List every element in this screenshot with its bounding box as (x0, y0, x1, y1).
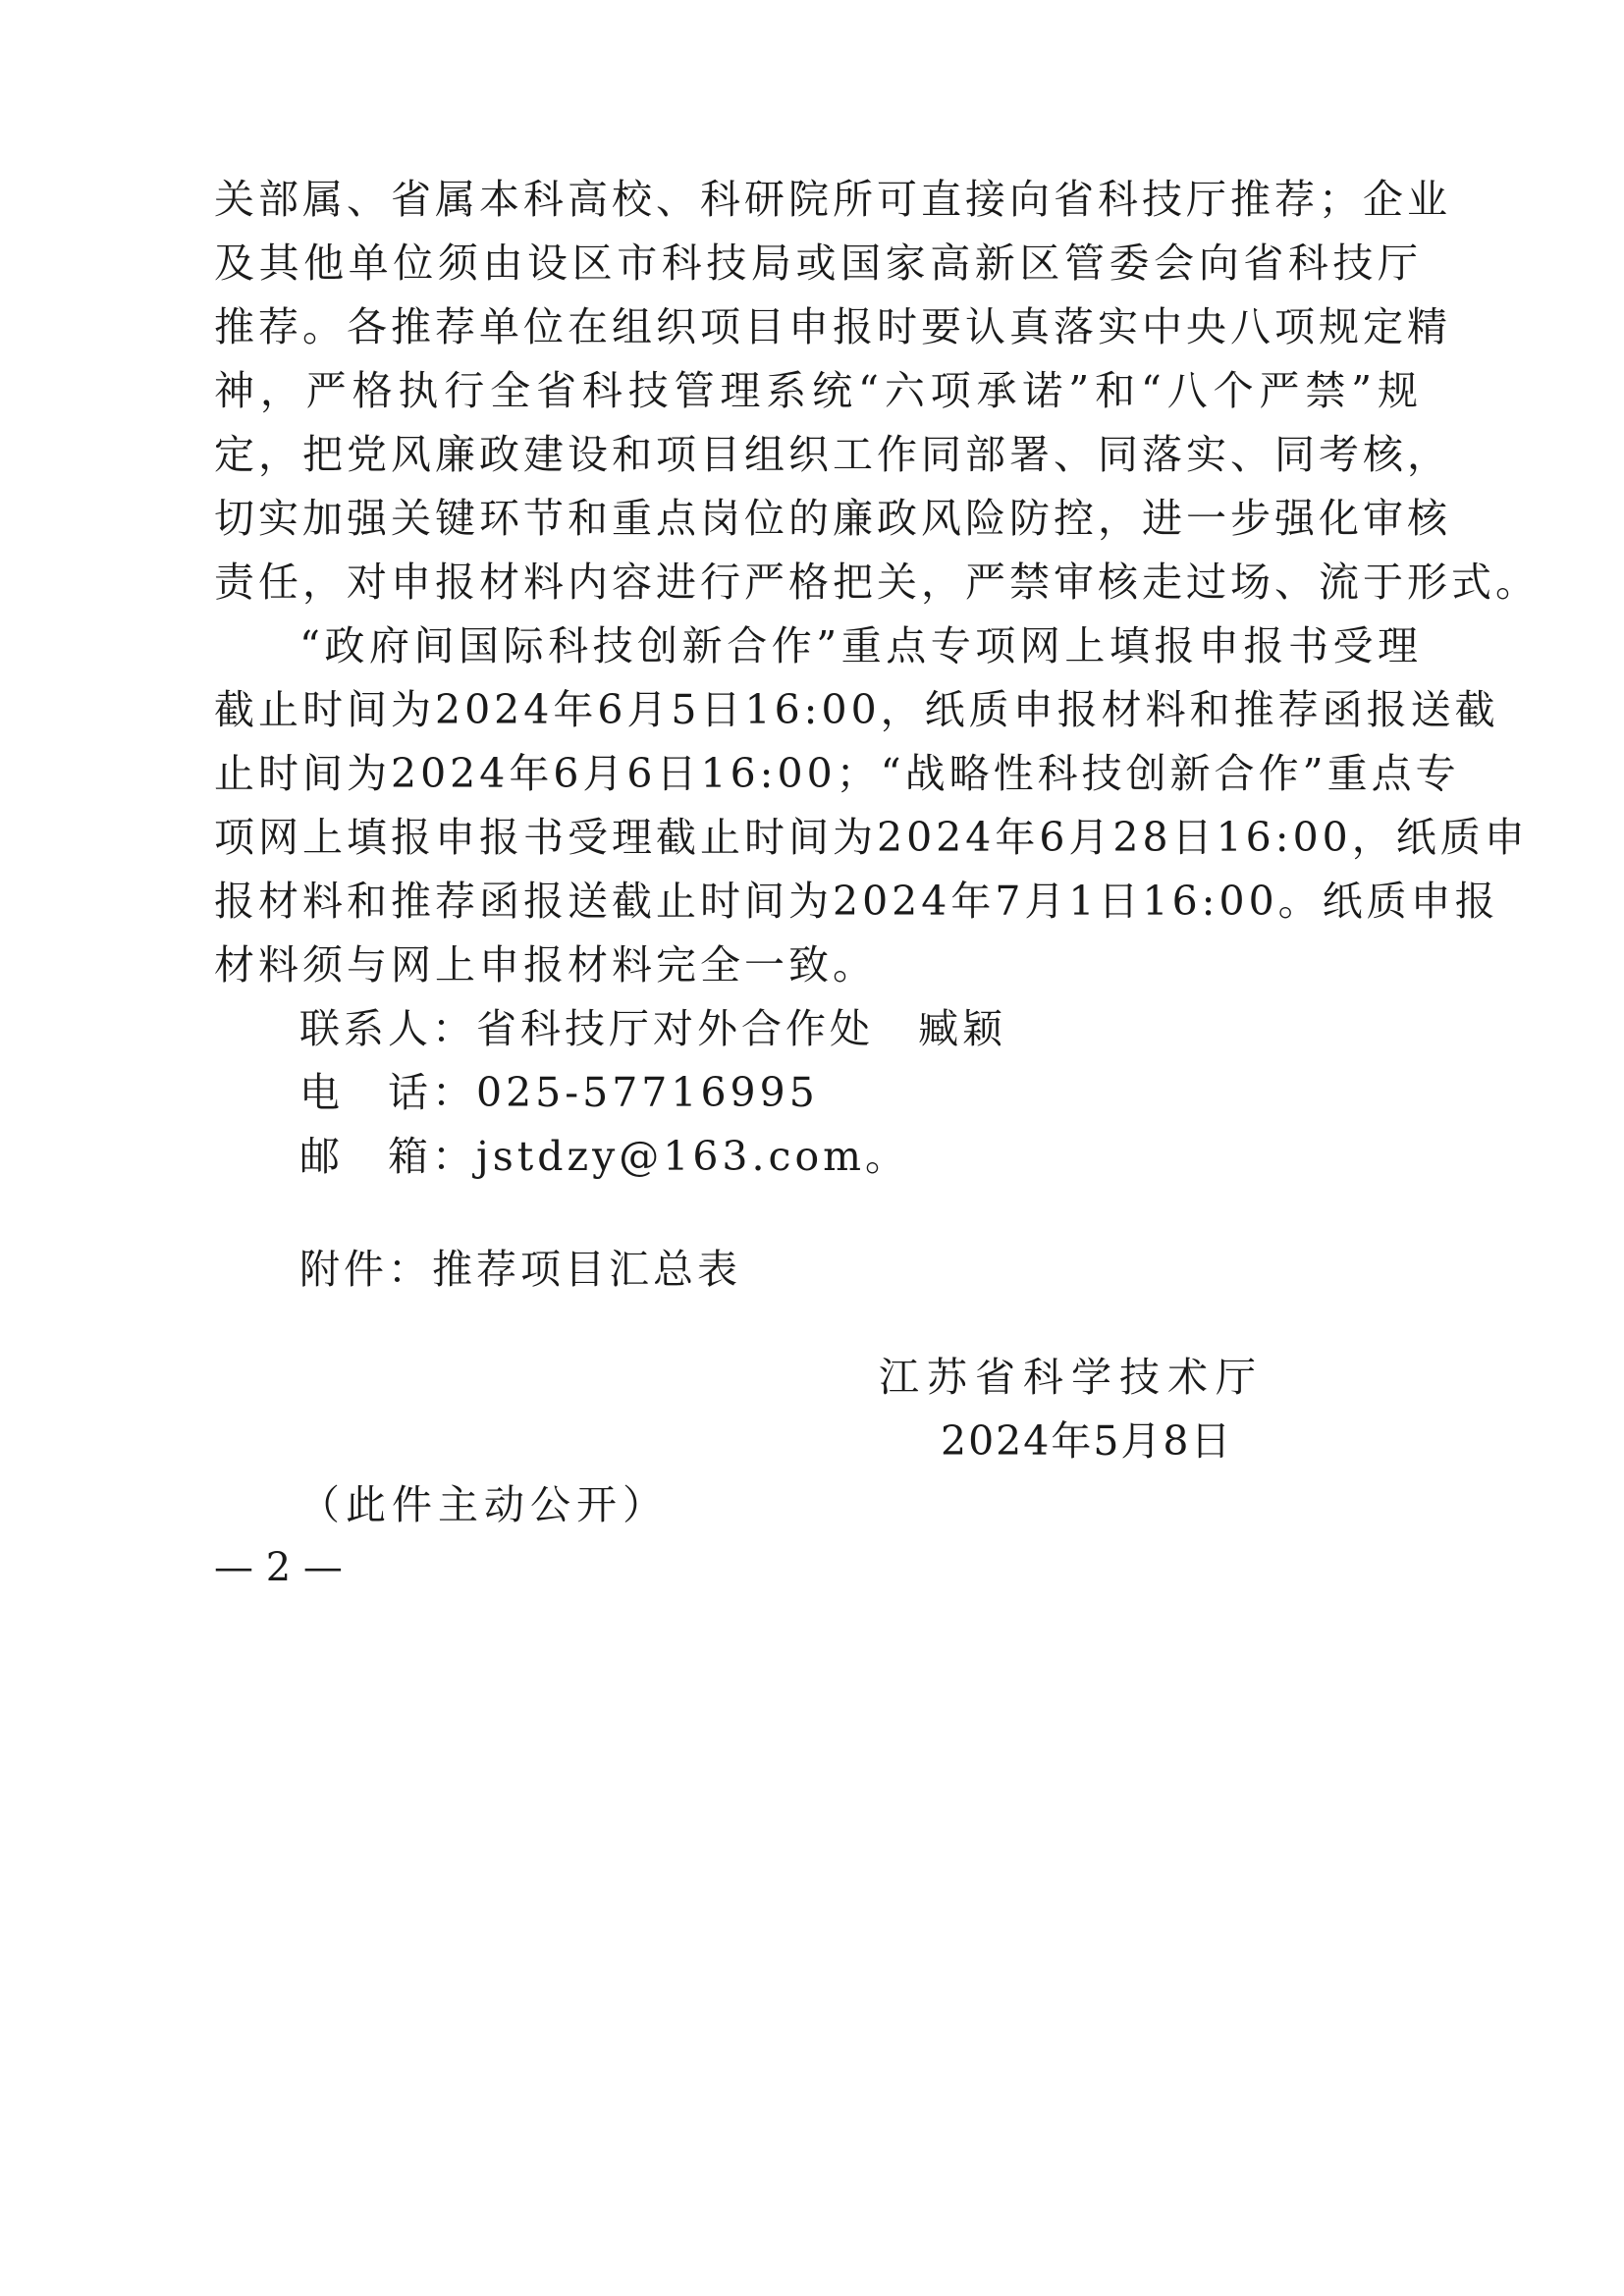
paragraph-line: 切实加强关键环节和重点岗位的廉政风险防控，进一步强化审核 (214, 495, 1451, 542)
issuing-organization: 江苏省科学技术厅 (879, 1354, 1264, 1401)
paragraph-line: 及其他单位须由设区市科技局或国家高新区管委会向省科技厅 (214, 240, 1422, 287)
contact-phone: 电 话：025-57716995 (299, 1069, 819, 1116)
paragraph-line: “政府间国际科技创新合作”重点专项网上填报申报书受理 (299, 622, 1422, 669)
paragraph-line: 截止时间为2024年6月5日16:00，纸质申报材料和推荐函报送截 (214, 686, 1499, 733)
paragraph-line: 项网上填报申报书受理截止时间为2024年6月28日16:00，纸质申 (214, 814, 1529, 861)
paragraph-line: 关部属、省属本科高校、科研院所可直接向省科技厅推荐；企业 (214, 176, 1451, 223)
paragraph-line: 定，把党风廉政建设和项目组织工作同部署、同落实、同考核， (214, 431, 1451, 478)
contact-email: 邮 箱：jstdzy@163.com。 (299, 1133, 910, 1180)
paragraph-line: 神，严格执行全省科技管理系统“六项承诺”和“八个严禁”规 (214, 367, 1422, 414)
disclosure-note: （此件主动公开） (299, 1481, 669, 1528)
paragraph-line: 报材料和推荐函报送截止时间为2024年7月1日16:00。纸质申报 (214, 878, 1499, 925)
paragraph-line: 止时间为2024年6月6日16:00；“战略性科技创新合作”重点专 (214, 750, 1460, 797)
page-number: — 2 — (214, 1545, 343, 1590)
paragraph-line: 推荐。各推荐单位在组织项目申报时要认真落实中央八项规定精 (214, 303, 1451, 350)
contact-person: 联系人：省科技厅对外合作处 臧颖 (299, 1005, 1006, 1052)
attachment-note: 附件：推荐项目汇总表 (299, 1246, 741, 1293)
paragraph-line: 责任，对申报材料内容进行严格把关，严禁审核走过场、流于形式。 (214, 559, 1540, 606)
issue-date: 2024年5月8日 (941, 1417, 1233, 1465)
paragraph-line: 材料须与网上申报材料完全一致。 (214, 941, 877, 988)
